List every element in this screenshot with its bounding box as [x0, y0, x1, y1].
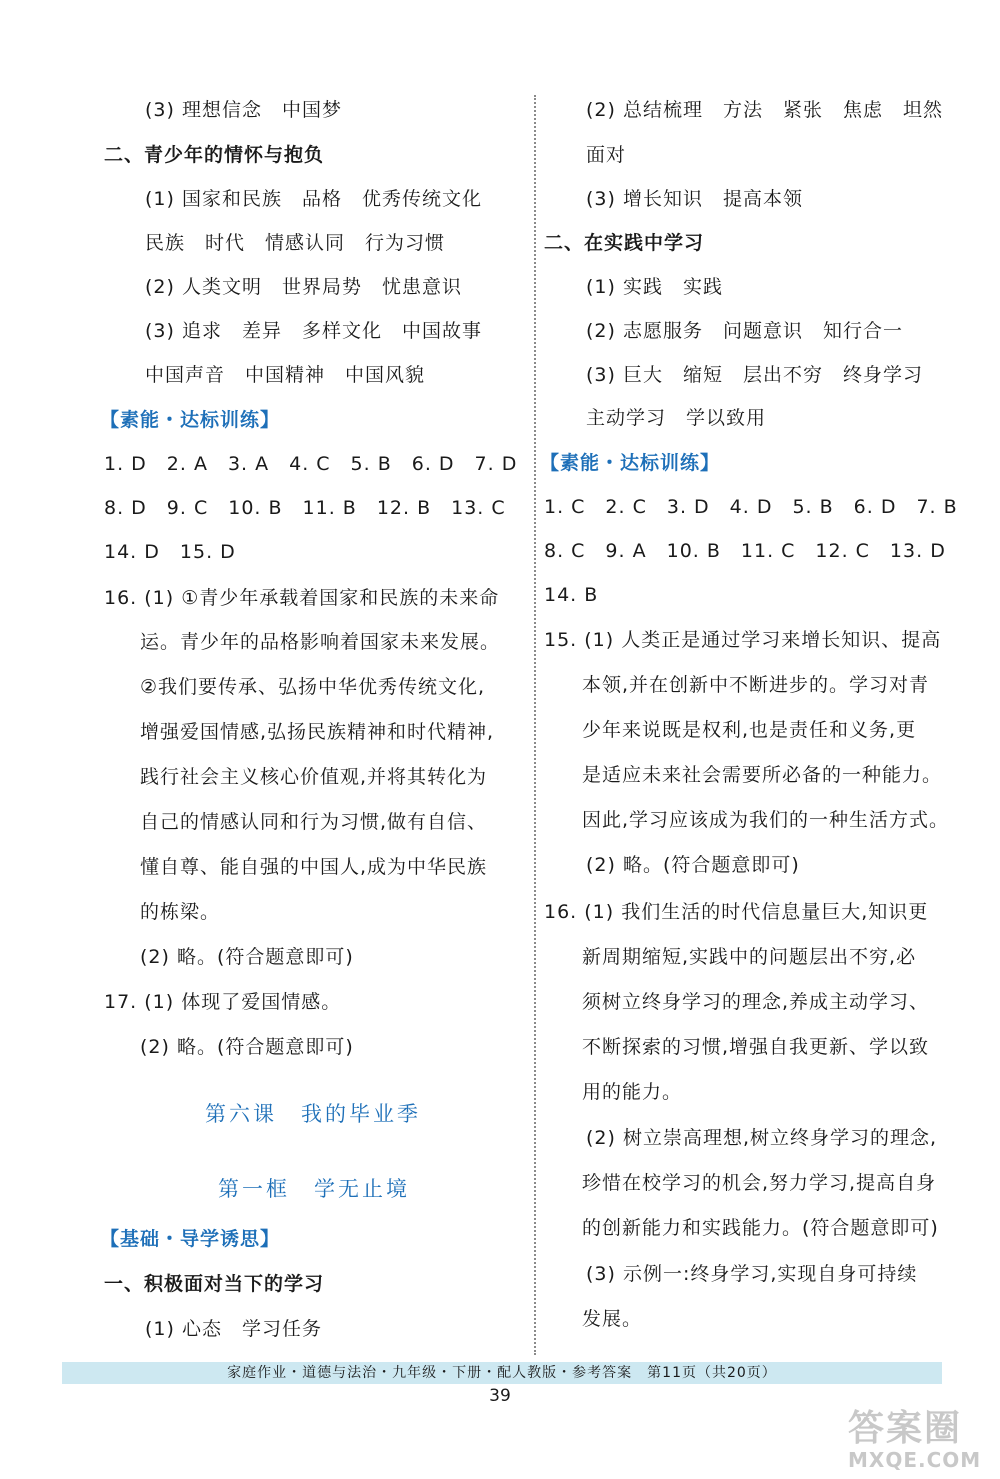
text-line: (2) 略。(符合题意即可)	[586, 854, 800, 876]
answer-line: 8. C 9. A 10. B 11. C 12. C 13. D	[544, 540, 946, 562]
text-line: (1) 心态 学习任务	[145, 1318, 322, 1340]
text-line: 发展。	[582, 1308, 643, 1330]
text-line: 民族 时代 情感认同 行为习惯	[145, 232, 446, 254]
text-line: 的创新能力和实践能力。(符合题意即可)	[582, 1217, 939, 1239]
section-heading: 一、积极面对当下的学习	[104, 1273, 325, 1295]
answer-line: 1. D 2. A 3. A 4. C 5. B 6. D 7. D	[104, 453, 518, 475]
text-line: ②我们要传承、弘扬中华优秀传统文化,	[140, 676, 486, 698]
answer-line: 8. D 9. C 10. B 11. B 12. B 13. C	[104, 497, 506, 519]
text-line: 本领,并在创新中不断进步的。学习对青	[582, 674, 930, 696]
text-line: (3) 巨大 缩短 层出不穷 终身学习	[586, 364, 923, 386]
text-line: 的栋梁。	[140, 901, 221, 923]
text-line: 17. (1) 体现了爱国情感。	[104, 991, 342, 1013]
text-line: (2) 总结梳理 方法 紧张 焦虑 坦然	[586, 99, 943, 121]
text-line: 践行社会主义核心价值观,并将其转化为	[140, 766, 488, 788]
text-line: 16. (1) ①青少年承载着国家和民族的未来命	[104, 587, 500, 609]
text-line: (2) 志愿服务 问题意识 知行合一	[586, 320, 903, 342]
text-line: 中国声音 中国精神 中国风貌	[145, 364, 426, 386]
text-line: 因此,学习应该成为我们的一种生活方式。	[582, 809, 950, 831]
text-line: (2) 略。(符合题意即可)	[140, 1036, 354, 1058]
text-line: (1) 实践 实践	[586, 276, 723, 298]
answer-line: 14. B	[544, 584, 599, 606]
watermark-logo	[838, 1400, 988, 1475]
watermark-domain: MXQE.COM	[848, 1448, 982, 1472]
text-line: 须树立终身学习的理念,养成主动学习、	[582, 991, 930, 1013]
text-line: (2) 略。(符合题意即可)	[140, 946, 354, 968]
text-line: (3) 示例一:终身学习,实现自身可持续	[586, 1263, 918, 1285]
section-tag: 【基础・导学诱思】	[100, 1228, 281, 1250]
page-number: 39	[489, 1386, 511, 1406]
text-line: 是适应未来社会需要所必备的一种能力。	[582, 764, 943, 786]
section-heading: 二、青少年的情怀与抱负	[104, 144, 325, 166]
column-divider	[534, 95, 536, 1355]
footer-banner: 家庭作业・道德与法治・九年级・下册・配人教版・参考答案 第11页（共20页）	[62, 1362, 942, 1384]
text-line: (1) 国家和民族 品格 优秀传统文化	[145, 188, 482, 210]
text-line: 15. (1) 人类正是通过学习来增长知识、提高	[544, 629, 942, 651]
text-line: 用的能力。	[582, 1081, 683, 1103]
text-line: 运。青少年的品格影响着国家未来发展。	[140, 631, 501, 653]
text-line: 增强爱国情感,弘扬民族精神和时代精神,	[140, 721, 495, 743]
text-line: 少年来说既是权利,也是责任和义务,更	[582, 719, 917, 741]
text-line: 新周期缩短,实践中的问题层出不穷,必	[582, 946, 917, 968]
answer-line: 1. C 2. C 3. D 4. D 5. B 6. D 7. B	[544, 496, 958, 518]
text-line: 自己的情感认同和行为习惯,做有自信、	[140, 811, 488, 833]
text-line: 面对	[586, 144, 627, 166]
text-line: (2) 树立崇高理想,树立终身学习的理念,	[586, 1127, 938, 1149]
text-line: 16. (1) 我们生活的时代信息量巨大,知识更	[544, 901, 929, 923]
frame-title: 第一框 学无止境	[218, 1177, 410, 1201]
text-line: 不断探索的习惯,增强自我更新、学以致	[582, 1036, 930, 1058]
section-tag: 【素能・达标训练】	[540, 452, 721, 474]
text-line: (3) 追求 差异 多样文化 中国故事	[145, 320, 482, 342]
text-line: (3) 增长知识 提高本领	[586, 188, 803, 210]
text-line: 珍惜在校学习的机会,努力学习,提高自身	[582, 1172, 937, 1194]
text-line: 主动学习 学以致用	[586, 407, 767, 429]
section-tag: 【素能・达标训练】	[100, 409, 281, 431]
section-heading: 二、在实践中学习	[544, 232, 705, 254]
answer-line: 14. D 15. D	[104, 541, 236, 563]
watermark-text: 答案圈	[848, 1408, 963, 1449]
text-line: (3) 理想信念 中国梦	[145, 99, 342, 121]
text-line: (2) 人类文明 世界局势 忧患意识	[145, 276, 462, 298]
text-line: 懂自尊、能自强的中国人,成为中华民族	[140, 856, 488, 878]
lesson-title: 第六课 我的毕业季	[205, 1102, 421, 1126]
